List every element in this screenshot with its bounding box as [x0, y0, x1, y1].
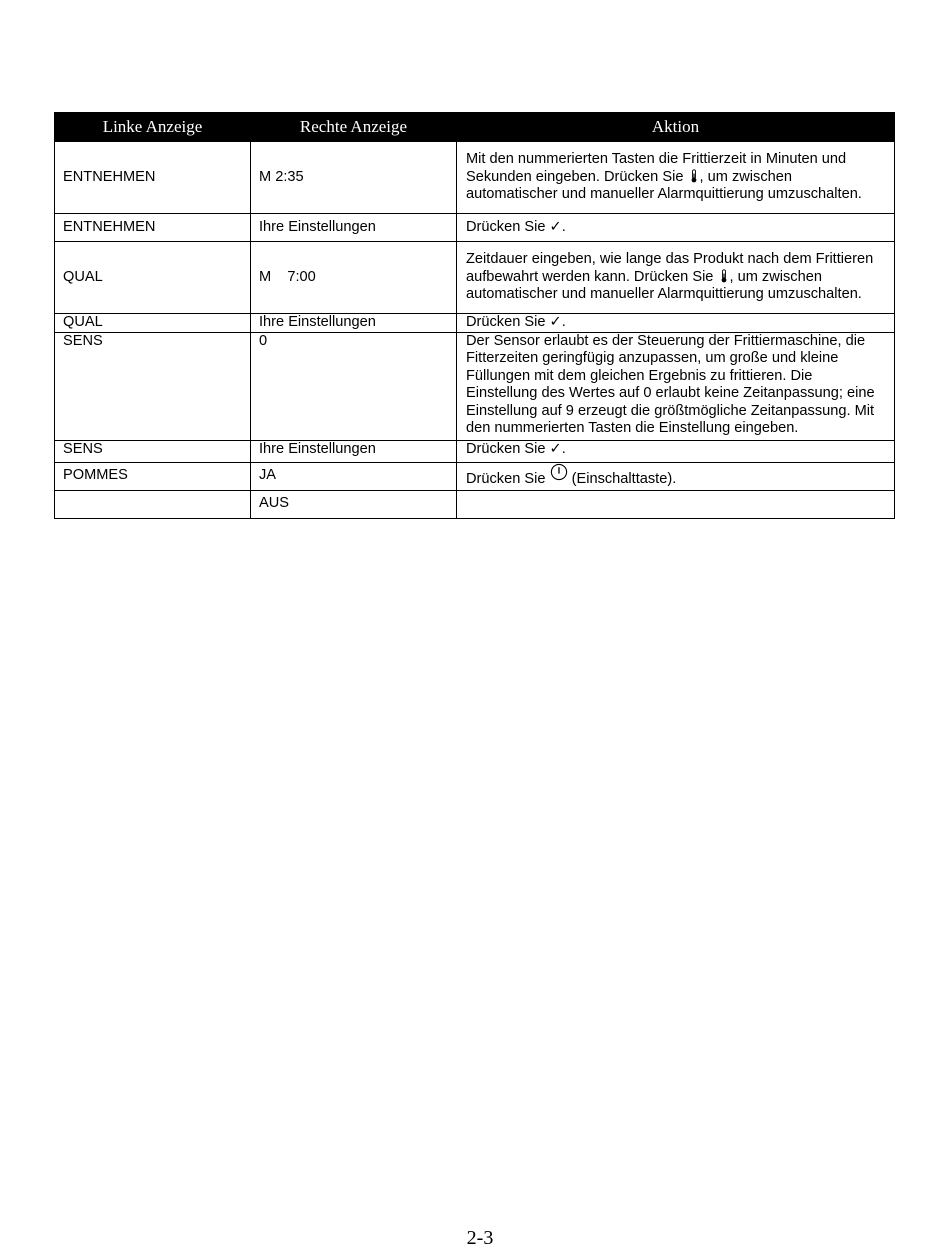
row-action [457, 242, 895, 314]
table-header-row [55, 113, 895, 142]
row-right-display: 0 [251, 332, 457, 440]
row-right-display: JA [251, 462, 457, 490]
power-icon [550, 463, 568, 481]
row-left-display: ENTNEHMEN [55, 142, 251, 214]
row-action: Der Sensor erlaubt es der Steuerung der Frittiermaschine, die Fitterzeiten geringfügig anzupassen, um große und kleine Füllungen mit dem gleichen Ergebnis zu frittieren. Die Einstellung des Wertes auf 0 erlaubt keine Zeitanpassung; eine Einstellung auf 9 erzeugt die größtmögliche Zeitanpassung. Mit den nummerierten Tasten die Einstellung eingeben. [457, 332, 895, 440]
row-right-display: Ihre Einstellungen [251, 440, 457, 462]
table-row [55, 242, 895, 314]
table-row [55, 332, 895, 440]
row-action: Drücken Sie ✓. [457, 214, 895, 242]
header-right-display: Rechte Anzeige [251, 113, 457, 142]
action-text: Mit den nummerierten Tasten die Frittierzeit in Minuten und Sekunden eingeben. Drücken Sie [466, 151, 847, 185]
thermometer-icon [688, 169, 700, 183]
row-left-display: ENTNEHMEN [55, 214, 251, 242]
table-row [55, 462, 895, 490]
row-right-display: Ihre Einstellungen [251, 314, 457, 333]
action-text: (Einschalttaste). [571, 471, 677, 488]
row-left-display: QUAL [55, 242, 251, 314]
row-right-display: Ihre Einstellungen [251, 214, 457, 242]
settings-table [54, 112, 895, 519]
page-number: 2-3 [466, 1227, 494, 1249]
row-action: Drücken Sie ✓. [457, 440, 895, 462]
action-text: , um zwischen automatischer und manueller Alarmquittierung umzuschalten. [466, 168, 862, 203]
row-right-display: M 2:35 [251, 142, 457, 214]
action-text: , um zwischen automatischer und manueller Alarmquittierung umzuschalten. [466, 268, 862, 303]
row-left-display: POMMES [55, 462, 251, 490]
row-action: Drücken Sie ✓. [457, 314, 895, 333]
row-action [457, 142, 895, 214]
row-action [457, 462, 895, 490]
row-left-display: SENS [55, 332, 251, 440]
table-row [55, 440, 895, 462]
action-text: Drücken Sie [466, 471, 546, 488]
row-action [457, 490, 895, 518]
header-action: Aktion [457, 113, 895, 142]
table-row [55, 314, 895, 333]
row-right-display: M 7:00 [251, 242, 457, 314]
table-row [55, 490, 895, 518]
row-right-display: AUS [251, 490, 457, 518]
thermometer-icon [718, 269, 730, 283]
table-row [55, 142, 895, 214]
row-left-display: SENS [55, 440, 251, 462]
row-left-display: QUAL [55, 314, 251, 333]
table-row [55, 214, 895, 242]
row-left-display [55, 490, 251, 518]
action-text: Zeitdauer eingeben, wie lange das Produkt nach dem Frittieren aufbewahrt werden kann. Drücken Sie [466, 251, 874, 285]
header-left-display: Linke Anzeige [55, 113, 251, 142]
